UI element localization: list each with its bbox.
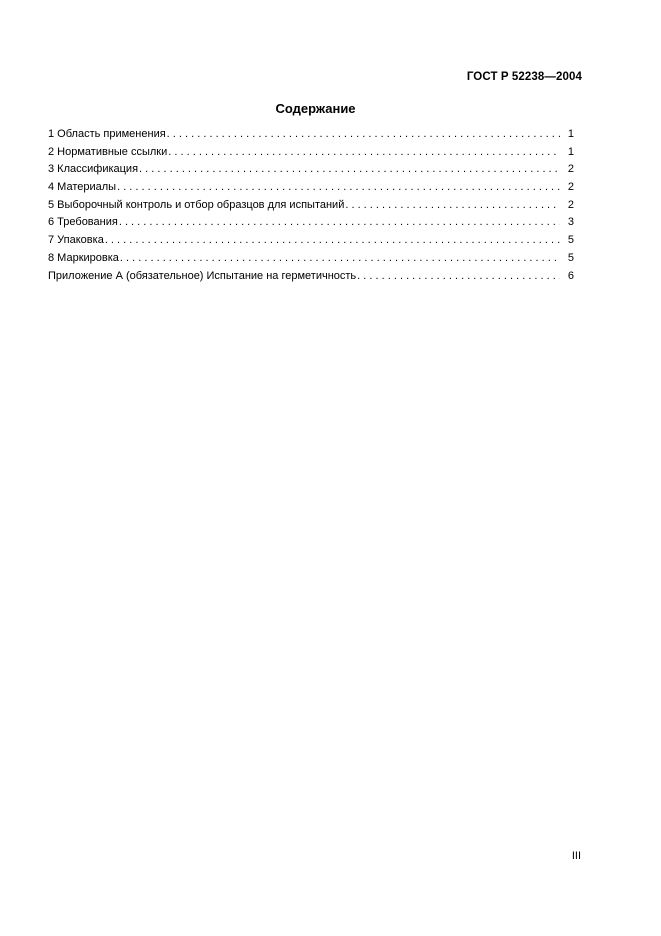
toc-item-page: 2	[567, 181, 574, 194]
page-number: III	[571, 850, 581, 862]
toc-item[interactable]	[48, 180, 574, 198]
toc-item-label: Приложение А (обязательное) Испытание на герметичность	[48, 269, 357, 282]
toc-item-label: 7 Упаковка	[48, 234, 104, 247]
toc-leader-dots	[344, 198, 560, 212]
toc-leader-dots	[138, 162, 560, 176]
toc-item-page: 3	[567, 216, 574, 229]
toc-leader-dots	[167, 145, 560, 159]
toc-item-label: 2 Нормативные ссылки	[48, 145, 168, 158]
toc-leader-dots	[116, 180, 560, 194]
toc-item-page: 6	[567, 269, 574, 282]
toc-item[interactable]	[48, 198, 574, 216]
toc-item-label: 5 Выборочный контроль и отбор образцов для испытаний	[48, 198, 345, 211]
toc-item[interactable]	[48, 215, 574, 233]
toc-item[interactable]	[48, 269, 574, 287]
toc-leader-dots	[356, 269, 560, 283]
toc-item-page: 1	[567, 128, 574, 140]
toc-item-page: 5	[567, 251, 574, 264]
toc-item-page: 2	[567, 163, 574, 176]
toc-leader-dots	[119, 251, 560, 265]
toc-item[interactable]	[48, 162, 574, 180]
toc-item-label: 4 Материалы	[48, 181, 117, 194]
document-code: ГОСТ Р 52238—2004	[466, 71, 582, 83]
toc-item[interactable]	[48, 233, 574, 251]
toc-leader-dots	[166, 127, 560, 141]
table-of-contents	[48, 127, 574, 286]
toc-item-label: 8 Маркировка	[48, 251, 119, 264]
toc-item[interactable]	[48, 145, 574, 163]
toc-leader-dots	[118, 215, 560, 229]
toc-leader-dots	[104, 233, 560, 247]
page-title: Содержание	[275, 101, 356, 116]
toc-item-label: 1 Область применения	[48, 128, 166, 140]
toc-item-label: 6 Требования	[48, 216, 118, 229]
toc-item-label: 3 Классификация	[48, 163, 139, 176]
toc-item-page: 2	[567, 198, 574, 211]
toc-item[interactable]	[48, 127, 574, 145]
toc-item-page: 5	[567, 234, 574, 247]
toc-item-page: 1	[567, 145, 574, 158]
toc-item[interactable]	[48, 251, 574, 269]
